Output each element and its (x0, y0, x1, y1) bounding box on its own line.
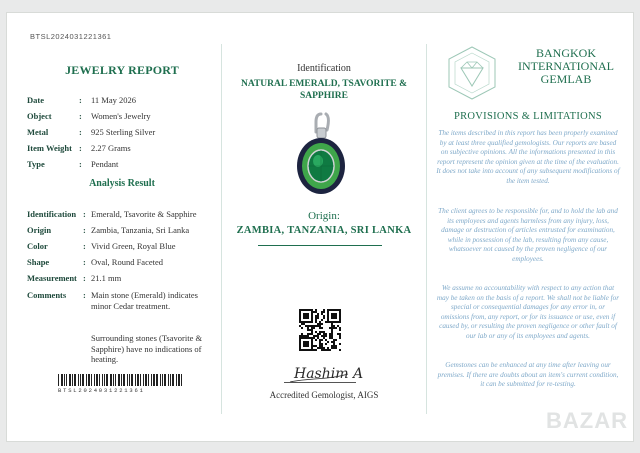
row-value: Pendant (91, 159, 119, 169)
barcode-bar (86, 374, 87, 386)
row-value: Vivid Green, Royal Blue (91, 241, 176, 251)
barcode-bar (94, 374, 95, 386)
provision-paragraph-4: Gemstones can be enhanced at any time after leaving our premises. If there are doubts about an item's current condition, it can be submitted for re-testing. (437, 361, 619, 389)
row-label: Metal (27, 127, 49, 137)
barcode-bar (135, 374, 136, 386)
barcode-bar (170, 374, 171, 386)
barcode-bar (160, 374, 161, 386)
barcode-bar (153, 374, 155, 386)
row-colon: : (79, 127, 82, 137)
signer-title: Accredited Gemologist, AIGS (269, 390, 379, 400)
comment-1: Main stone (Emerald) indicates minor Cedar treatment. (91, 290, 198, 311)
barcode-bar (61, 374, 63, 386)
row-label: Origin (27, 225, 52, 235)
row-colon: : (79, 111, 82, 121)
row-value: Women's Jewelry (91, 111, 151, 121)
row-label: Type (27, 159, 45, 169)
provisions-title: PROVISIONS & LIMITATIONS (453, 111, 603, 122)
row-colon: : (83, 273, 86, 283)
barcode-bar (168, 374, 169, 386)
barcode-bar (96, 374, 98, 386)
column-divider-left (221, 44, 222, 414)
barcode-bar (104, 374, 105, 386)
origin-underline (258, 245, 382, 246)
lab-logo-icon (443, 44, 501, 102)
barcode-bar (91, 374, 92, 386)
lab-name-line-1: BANGKOK (536, 46, 596, 60)
barcode-bar (156, 374, 159, 386)
barcode-bar (64, 374, 65, 386)
analysis-title: Analysis Result (89, 178, 155, 189)
barcode-bar (137, 374, 139, 386)
serial-number: BTSL2024031221361 (30, 32, 112, 41)
row-value: 21.1 mm (91, 273, 122, 283)
barcode-bar (110, 374, 113, 386)
barcode-bar (115, 374, 116, 386)
comment-2: Surrounding stones (Tsavorite & Sapphire) have no indications of heating. (91, 333, 203, 364)
signature-line (284, 382, 356, 383)
row-colon: : (79, 143, 82, 153)
row-label: Comments (27, 290, 67, 300)
gem-name: NATURAL EMERALD, TSAVORITE & SAPPHIRE (240, 79, 408, 101)
row-label: Shape (27, 257, 50, 267)
barcode-bar (123, 374, 125, 386)
origin-label: Origin: (308, 210, 340, 222)
barcode-bar (82, 374, 84, 386)
barcode-bar (129, 374, 130, 386)
lab-name-line-2: INTERNATIONAL (518, 59, 614, 73)
row-label: Item Weight (27, 143, 72, 153)
barcode-bar (66, 374, 67, 386)
column-divider-right (426, 44, 427, 414)
barcode-bar (106, 374, 108, 386)
row-value: 2.27 Grams (91, 143, 131, 153)
barcode-bar (102, 374, 103, 386)
barcode-bar (151, 374, 152, 386)
row-colon: : (83, 209, 86, 219)
row-value: Emerald, Tsavorite & Sapphire (91, 209, 197, 219)
barcode-bar (72, 374, 73, 386)
barcode-bar (176, 374, 177, 386)
row-value: 925 Sterling Silver (91, 127, 156, 137)
barcode-bar (88, 374, 91, 386)
row-label: Measurement (27, 273, 77, 283)
row-value: Zambia, Tanzania, Sri Lanka (91, 225, 190, 235)
barcode (58, 374, 184, 386)
barcode-bar (143, 374, 144, 386)
row-value: 11 May 2026 (91, 95, 137, 105)
lab-name-line-3: GEMLAB (540, 72, 592, 86)
row-colon: : (83, 290, 86, 300)
row-colon: : (79, 95, 82, 105)
row-colon: : (83, 225, 86, 235)
row-value: Oval, Round Faceted (91, 257, 163, 267)
barcode-bar (74, 374, 76, 386)
svg-text:Hashim A: Hashim A (294, 366, 364, 382)
barcode-bar (178, 374, 181, 386)
provision-paragraph-2: The client agrees to be responsible for, and to hold the lab and its employees and agents harmless from any injury, loss, damage or destruction of articles entrusted for examination, while in possession of the lab, resulting from any cause, whatsoever not caused by the proven negligence of our employees. (438, 207, 618, 263)
barcode-bar (118, 374, 120, 386)
barcode-bar (131, 374, 134, 386)
signature (288, 358, 364, 388)
origin-value: ZAMBIA, TANZANIA, SRI LANKA (236, 225, 412, 236)
provision-paragraph-1: The items described in this report has been properly examined by at least three qualified gemologists. Our reports are based on subjective opinions. All the informations presented in this report represent the opinion given at the time of the evaluation. It does not take into account of any subsequent modifications of the item tested. (436, 129, 620, 185)
row-label: Identification (27, 209, 77, 219)
barcode-bar (80, 374, 81, 386)
row-label: Date (27, 95, 44, 105)
report-title: JEWELRY REPORT (65, 63, 179, 77)
barcode-bar (145, 374, 147, 386)
row-label: Object (27, 111, 52, 121)
barcode-bar (121, 374, 122, 386)
barcode-bar (164, 374, 166, 386)
barcode-text: BTSL2024031221361 (58, 387, 145, 394)
pendant-photo (279, 108, 363, 200)
qr-code (299, 309, 341, 351)
watermark-bottom: BAZAR (546, 408, 628, 433)
barcode-bar (140, 374, 141, 386)
barcode-bar (113, 374, 114, 386)
lab-name (508, 47, 624, 86)
barcode-bar (181, 374, 182, 386)
provision-paragraph-3: We assume no accountability with respect to any action that may be taken on the basis of a report. We shall not be liable for special or consequential damages for any error in, or omissions from, any report, or for its issuance or use, even if caused by, or resulting the proven negligence or other fault of our lab or any of its employees and agents. (436, 284, 620, 340)
barcode-bar (148, 374, 149, 386)
barcode-bar (58, 374, 59, 386)
barcode-bar (162, 374, 163, 386)
barcode-bar (69, 374, 72, 386)
row-colon: : (79, 159, 82, 169)
barcode-bar (99, 374, 100, 386)
barcode-bar (172, 374, 174, 386)
row-colon: : (83, 257, 86, 267)
row-label: Color (27, 241, 48, 251)
barcode-bar (78, 374, 79, 386)
identification-label: Identification (297, 63, 351, 74)
barcode-bar (127, 374, 128, 386)
row-colon: : (83, 241, 86, 251)
